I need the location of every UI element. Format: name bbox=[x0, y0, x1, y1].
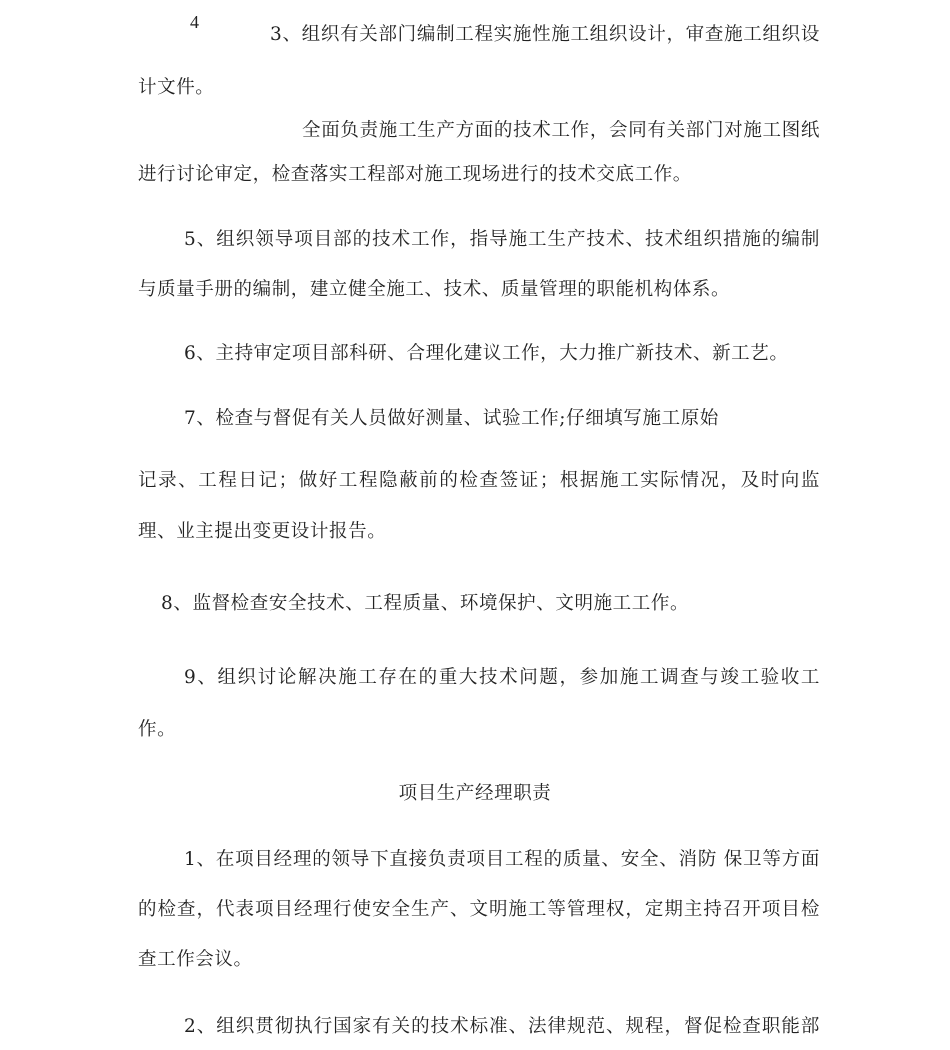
paragraph-line: 2、组织贯彻执行国家有关的技术标准、法律规范、规程，督促检查职能部 bbox=[184, 1016, 820, 1037]
paragraph-line: 全面负责施工生产方面的技术工作，会同有关部门对施工图纸 bbox=[302, 120, 820, 141]
page-number: 4 bbox=[190, 12, 199, 32]
paragraph-line: 3、组织有关部门编制工程实施性施工组织设计，审查施工组织设 bbox=[270, 24, 820, 45]
paragraph-line: 8、监督检查安全技术、工程质量、环境保护、文明施工工作。 bbox=[161, 593, 690, 614]
paragraph-line: 与质量手册的编制，建立健全施工、技术、质量管理的职能机构体系。 bbox=[138, 279, 731, 300]
section-heading: 项目生产经理职责 bbox=[398, 783, 552, 804]
paragraph-line: 计文件。 bbox=[138, 77, 215, 98]
paragraph-line: 9、组织讨论解决施工存在的重大技术问题，参加施工调查与竣工验收工 bbox=[184, 667, 820, 688]
paragraph-line: 查工作会议。 bbox=[138, 949, 253, 970]
paragraph-line: 作。 bbox=[138, 719, 177, 740]
paragraph-line: 记录、工程日记；做好工程隐蔽前的检查签证；根据施工实际情况，及时向监 bbox=[138, 470, 820, 491]
paragraph-line: 理、业主提出变更设计报告。 bbox=[138, 521, 387, 542]
paragraph-line: 进行讨论审定，检查落实工程部对施工现场进行的技术交底工作。 bbox=[138, 164, 692, 185]
paragraph-line: 的检查，代表项目经理行使安全生产、文明施工等管理权，定期主持召开项目检 bbox=[138, 899, 820, 920]
paragraph-line: 7、检查与督促有关人员做好测量、试验工作;仔细填写施工原始 bbox=[184, 408, 719, 429]
paragraph-line: 1、在项目经理的领导下直接负责项目工程的质量、安全、消防 保卫等方面 bbox=[184, 849, 820, 870]
paragraph-line: 6、主持审定项目部科研、合理化建议工作，大力推广新技术、新工艺。 bbox=[184, 343, 789, 364]
paragraph-line: 5、组织领导项目部的技术工作，指导施工生产技术、技术组织措施的编制 bbox=[184, 229, 820, 250]
